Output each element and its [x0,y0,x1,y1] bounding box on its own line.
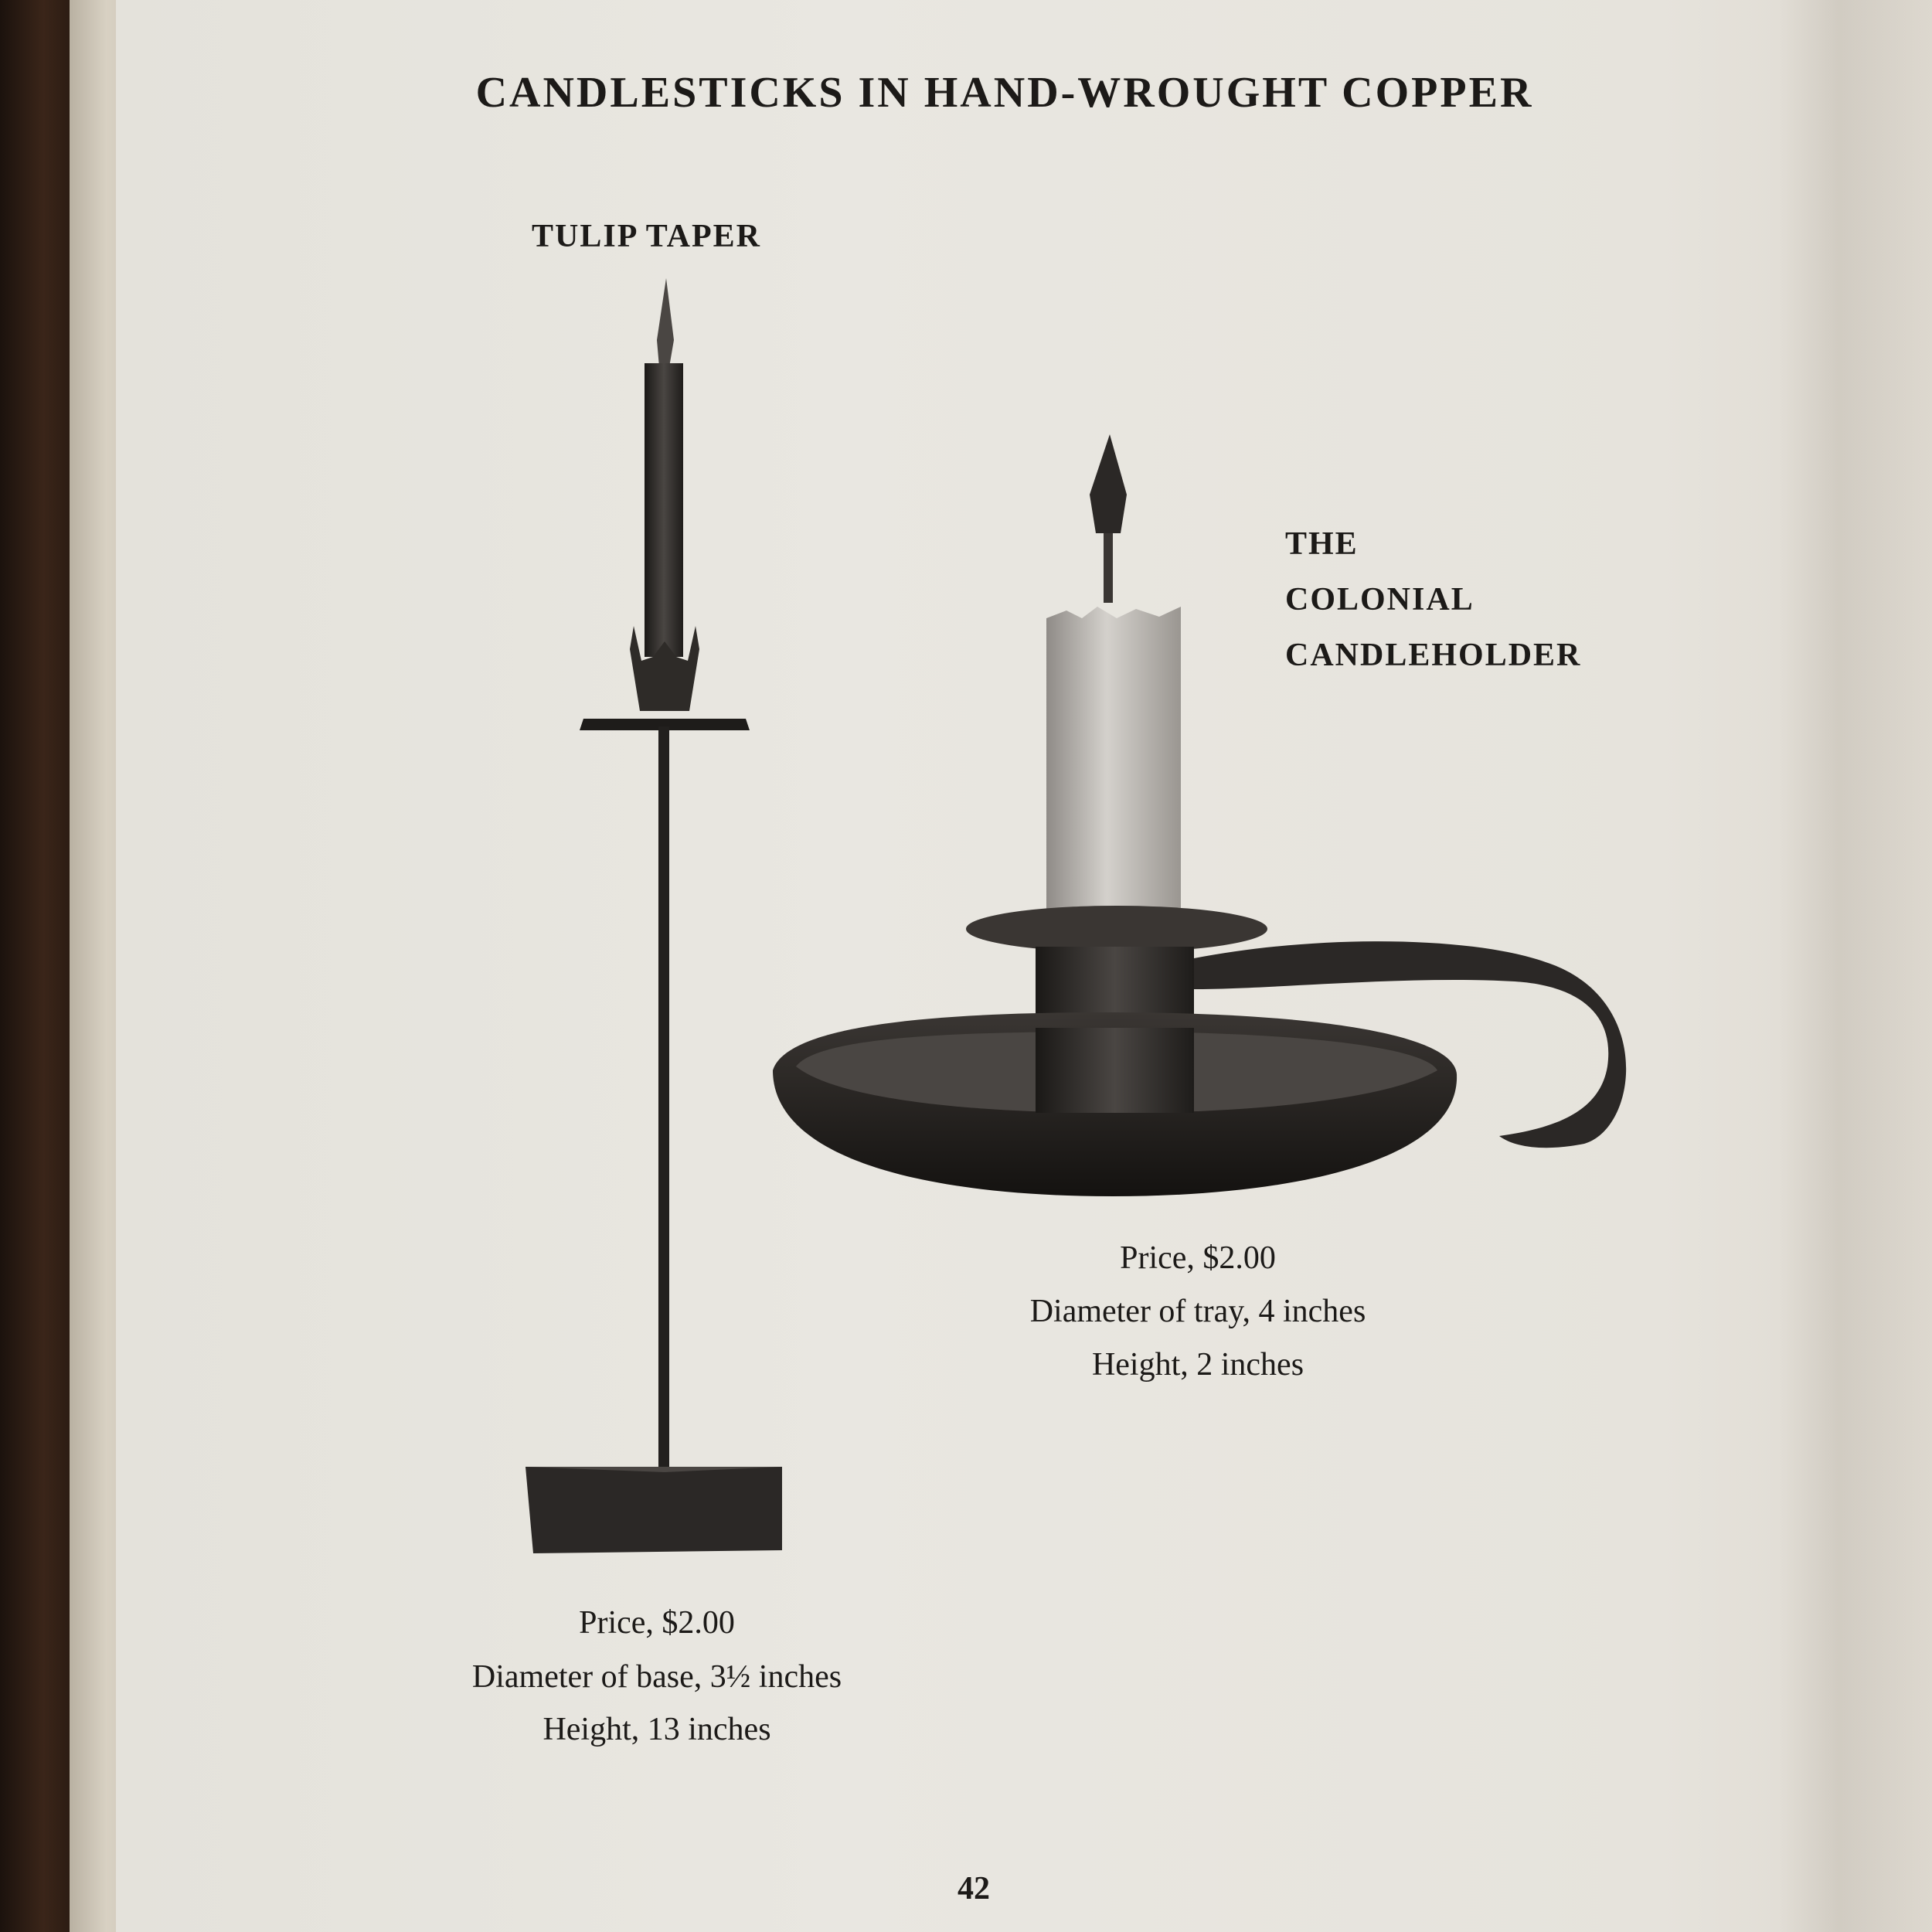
colonial-title-line1: THE [1285,526,1359,562]
colonial-flame [1090,434,1127,533]
colonial-price: Price, $2.00 [1120,1240,1276,1276]
page-title: CANDLESTICKS IN HAND-WROUGHT COPPER [475,69,1534,117]
tulip-height: Height, 13 inches [543,1712,771,1747]
colonial-candle [1046,607,1181,935]
colonial-height: Height, 2 inches [1091,1347,1304,1383]
colonial-drip-pan [966,906,1267,952]
tulip-stem [658,726,669,1468]
colonial-diameter: Diameter of tray, 4 inches [1029,1294,1366,1329]
tulip-diameter: Diameter of base, 3½ inches [471,1659,842,1695]
tulip-candle [645,363,683,657]
tulip-flame [657,278,674,367]
tulip-taper-image [526,278,782,1553]
tulip-base [526,1467,782,1553]
colonial-title-line2: COLONIAL [1285,582,1475,617]
tulip-taper-title: TULIP TAPER [532,219,762,254]
colonial-title-line3: CANDLEHOLDER [1285,638,1582,673]
tulip-price: Price, $2.00 [579,1605,735,1641]
page-number: 42 [957,1871,990,1906]
colonial-candleholder-image [773,434,1626,1196]
